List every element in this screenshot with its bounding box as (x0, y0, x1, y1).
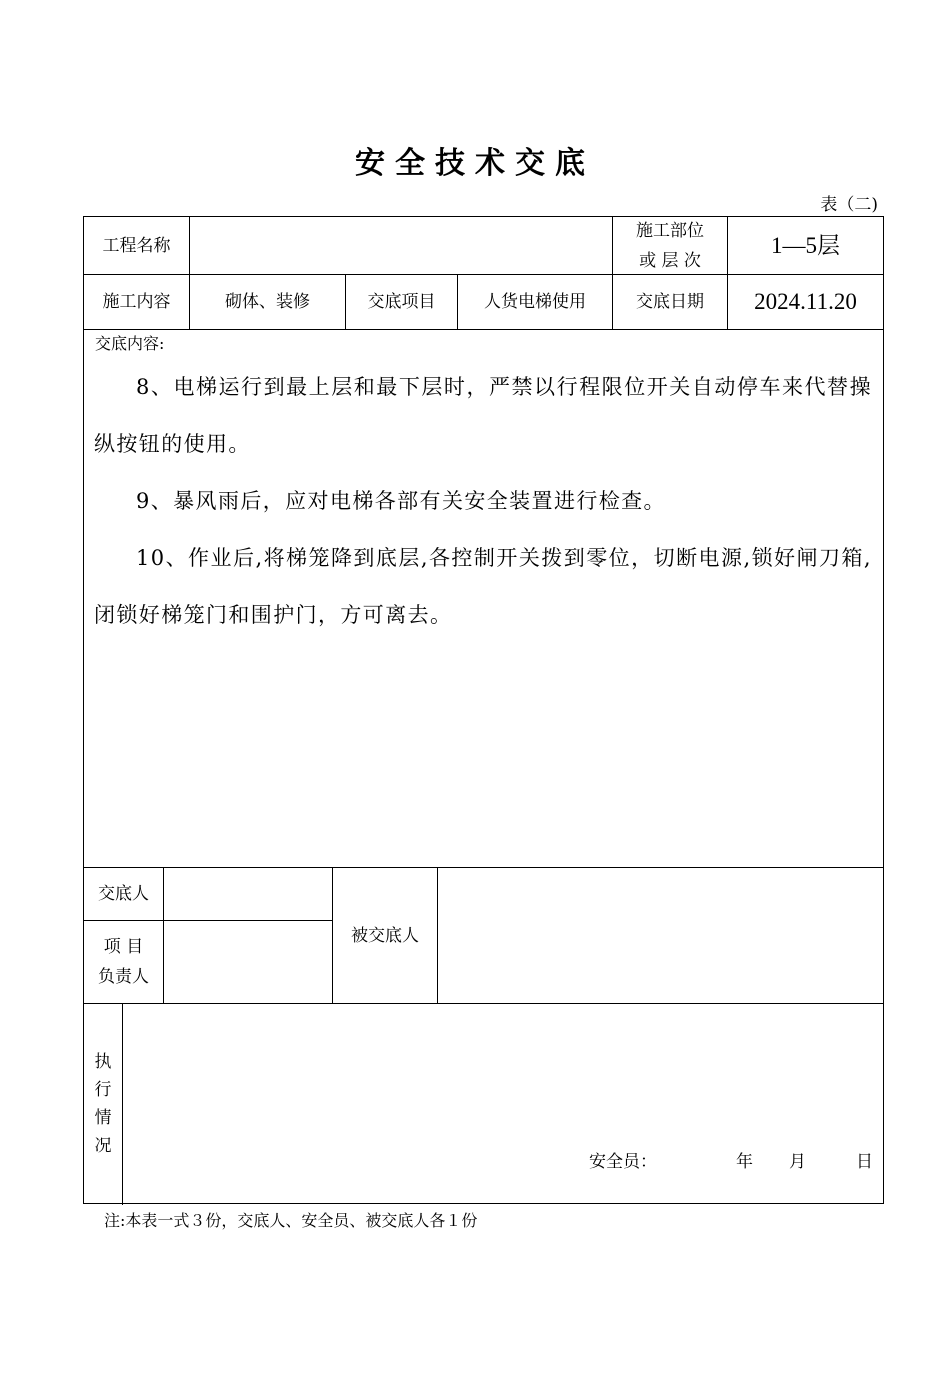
location-label-line2: 或 层 次 (639, 250, 701, 271)
content-body (94, 359, 872, 644)
form-number: 表（二) (820, 195, 878, 215)
date-value: 2024.11.20 (754, 289, 857, 314)
content-label: 交底内容: (95, 334, 165, 353)
year-label: 年 (736, 1152, 753, 1172)
item-value: 人货电梯使用 (484, 292, 586, 312)
manager-signature (164, 921, 332, 1003)
execution-label (84, 1003, 122, 1205)
discloser-signature (164, 868, 332, 920)
receiver-signature (438, 868, 883, 1003)
project-name-label: 工程名称 (102, 235, 171, 256)
manager-label (84, 921, 163, 1003)
location-value: 1—5层 (771, 232, 840, 258)
content-paragraph: 9、暴风雨后，应对电梯各部有关安全装置进行检查。 (136, 489, 666, 513)
execution-char: 执 (94, 1052, 112, 1072)
content-paragraph: 8、电梯运行到最上层和最下层时，严禁以行程限位开关自动停车来代替操纵按钮的使用。 (94, 375, 872, 456)
work-content-value: 砌体、装修 (225, 292, 310, 312)
month-label: 月 (789, 1152, 806, 1172)
manager-label-line2: 负责人 (98, 967, 149, 987)
item-label: 交底项目 (367, 292, 436, 312)
page-title: 安全技术交底 (355, 146, 595, 181)
footnote: 注:本表一式３份，交底人、安全员、被交底人各１份 (104, 1211, 478, 1230)
date-label: 交底日期 (636, 292, 704, 312)
work-content-label: 施工内容 (102, 292, 171, 312)
disclosure-table (83, 216, 884, 1204)
location-label (613, 217, 727, 274)
execution-char: 行 (94, 1080, 112, 1100)
execution-char: 情 (94, 1108, 112, 1128)
location-label-line1: 施工部位 (636, 220, 704, 241)
day-label: 日 (856, 1152, 873, 1172)
manager-label-line1: 项 目 (103, 937, 144, 957)
content-paragraph: 10、作业后,将梯笼降到底层,各控制开关拨到零位，切断电源,锁好闸刀箱,闭锁好梯笼门和围护门，方可离去。 (94, 546, 872, 627)
discloser-label: 交底人 (98, 884, 149, 904)
receiver-label: 被交底人 (351, 925, 419, 946)
project-name-value (190, 217, 612, 274)
safety-officer-label: 安全员： (589, 1152, 657, 1172)
execution-char: 况 (94, 1136, 112, 1156)
